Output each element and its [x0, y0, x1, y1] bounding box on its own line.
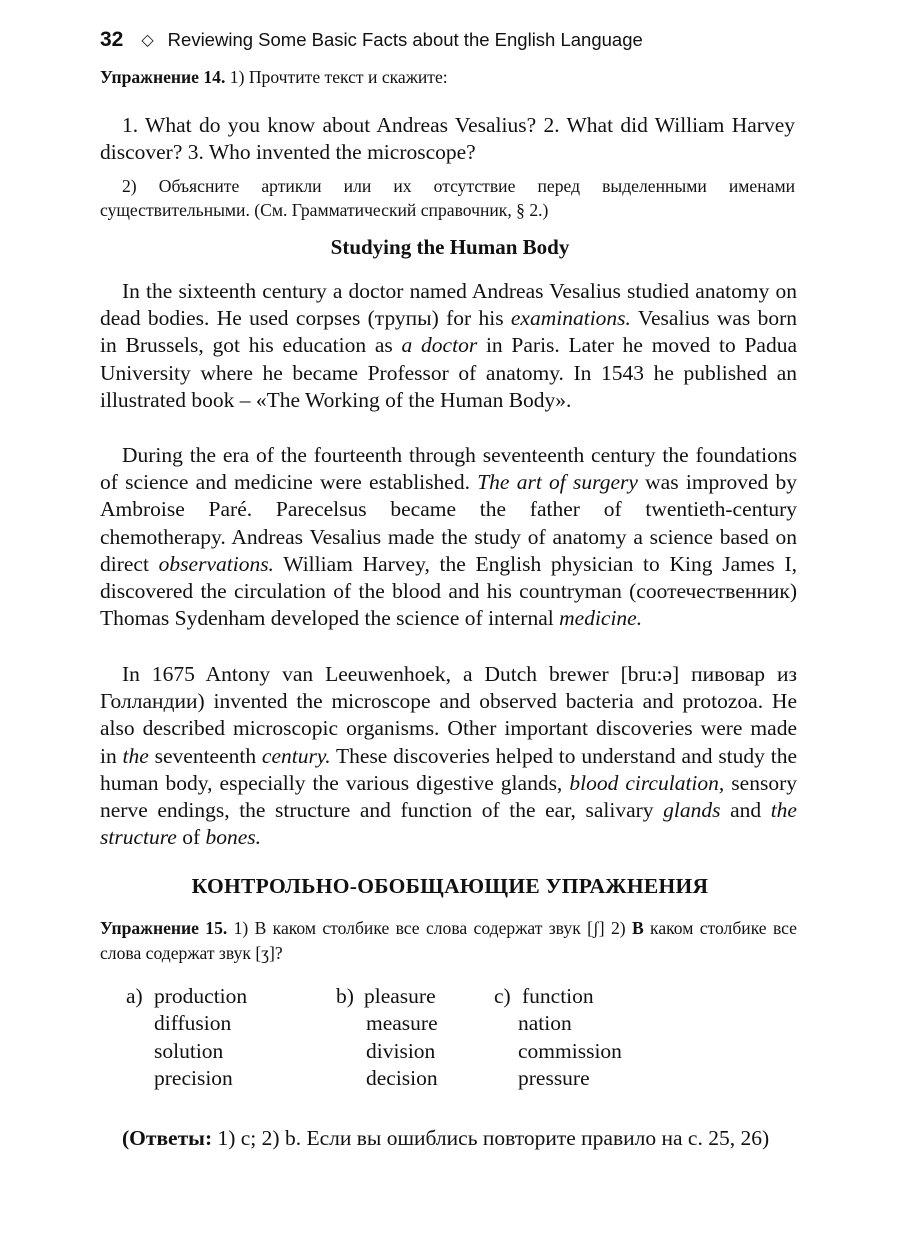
- p2-text-2: was improved by Ambroise Paré. Parecelsus became the father of twentieth-century chemotherapy. Andreas Vesalius made the study of anatomy a science based on direct: [100, 470, 797, 576]
- word-item: decision: [366, 1066, 438, 1091]
- p1-emphasis-2: a doctor: [401, 333, 478, 358]
- exercise-15-answers: [100, 1125, 797, 1152]
- running-header: [100, 24, 780, 56]
- page-number: 32: [100, 28, 124, 51]
- exercise-15-question-1: 1) В каком столбике все слова содержат звук [ʃ] 2): [227, 918, 632, 938]
- word-column-a: [126, 983, 247, 1093]
- paragraph-1: [100, 278, 797, 414]
- word-item: nation: [518, 1011, 572, 1036]
- word-item: precision: [154, 1066, 233, 1091]
- exercise-14-label: Упражнение 14.: [100, 67, 226, 87]
- exercise-14-instruction-text: 1) Прочтите текст и скажите:: [225, 67, 448, 87]
- p1-text-2: Vesalius was born in Brussels, got his education as: [100, 306, 797, 358]
- column-letter: b): [336, 984, 354, 1008]
- p3-emphasis-2: century.: [261, 743, 331, 768]
- p3-emphasis-6: bones.: [205, 825, 262, 850]
- word-item: diffusion: [154, 1011, 232, 1036]
- paragraph-2: [100, 442, 797, 632]
- p2-emphasis-1: The art of surgery: [477, 470, 638, 495]
- column-letter: a): [126, 984, 143, 1008]
- word-item: division: [366, 1038, 436, 1063]
- exercise-14-instruction: [100, 64, 800, 91]
- word-item: function: [522, 984, 594, 1008]
- word-column-c-first-row: [494, 983, 622, 1010]
- exercise-14-instruction-2: 2) Объясните артикли или их отсутствие перед выделенными именами существительными. (См. Грамматический справочник, § 2.): [100, 176, 795, 220]
- paragraph-3: [100, 661, 797, 851]
- word-item: commission: [518, 1038, 622, 1063]
- exercise-15-question-2-start: В: [631, 918, 644, 938]
- p2-emphasis-3: medicine.: [559, 606, 643, 631]
- p2-text-1: During the era of the fourteenth through seventeenth century the foundations of science and medicine were established.: [100, 443, 797, 495]
- answers-label: (Ответы:: [122, 1126, 213, 1150]
- word-item: solution: [154, 1038, 224, 1063]
- p2-emphasis-2: observations.: [158, 551, 274, 576]
- p3-emphasis-1: the: [122, 743, 149, 768]
- p2-text-3: William Harvey, the English physician to King James I, discovered the circulation of the blood and his countryman (соотечественник) Thomas Sydenham developed the science of internal: [100, 551, 797, 631]
- word-column-a-first-row: [126, 983, 247, 1010]
- word-item: measure: [366, 1011, 438, 1036]
- word-item: production: [154, 984, 248, 1008]
- p3-text-2: seventeenth: [148, 743, 262, 768]
- p3-text-3: These discoveries helped to understand and study the human body, especially the various digestive glands,: [100, 743, 797, 795]
- p3-emphasis-5: the structure: [100, 798, 797, 850]
- word-column-c: [494, 983, 622, 1093]
- answers-text: 1) c; 2) b. Если вы ошиблись повторите правило на с. 25, 26): [212, 1126, 770, 1150]
- p3-emphasis-3: blood circulation,: [569, 770, 725, 795]
- p3-text-5: and: [720, 798, 771, 823]
- p3-text-1: In 1675 Antony van Leeuwenhoek, a Dutch brewer [bru:ə] пивовар из Голландии) invented the microscope and observed bacteria and protozoa. He also described microscopic organisms. Other important discoveries were made in: [100, 662, 797, 768]
- section-title: КОНТРОЛЬНО-ОБОБЩАЮЩИЕ УПРАЖНЕНИЯ: [191, 874, 709, 898]
- exercise-15-question-2: каком столбике все слова содержат звук [ʒ]?: [100, 918, 797, 963]
- exercise-14-questions: 1. What do you know about Andreas Vesalius? 2. What did William Harvey discover? 3. Who invented the microscope?: [100, 113, 795, 164]
- diamond-icon: ◇: [141, 32, 154, 49]
- running-header-title: Reviewing Some Basic Facts about the English Language: [167, 29, 643, 50]
- p3-text-6: of: [176, 825, 206, 850]
- p1-text-3: in Paris. Later he moved to Padua University where he became Professor of anatomy. In 1543 he published an illustrated book – «The Working of the Human Body».: [100, 333, 797, 412]
- p3-text-4: sensory nerve endings, the structure and function of the ear, salivary: [100, 770, 797, 823]
- p1-emphasis-1: examinations.: [510, 306, 631, 331]
- word-item: pleasure: [364, 984, 436, 1008]
- exercise-15-instruction: [100, 916, 797, 966]
- column-letter: c): [494, 984, 511, 1008]
- exercise-15-label: Упражнение 15.: [100, 918, 228, 938]
- word-columns: [126, 983, 686, 1098]
- p3-emphasis-4: glands: [663, 798, 721, 823]
- reading-text-title: Studying the Human Body: [330, 235, 570, 259]
- word-item: pressure: [518, 1066, 590, 1091]
- word-column-b-first-row: [336, 983, 438, 1010]
- word-column-b: [336, 983, 438, 1093]
- p1-text-1: In the sixteenth century a doctor named Andreas Vesalius studied anatomy on dead bodies. He used corpses (трупы) for his: [100, 279, 797, 331]
